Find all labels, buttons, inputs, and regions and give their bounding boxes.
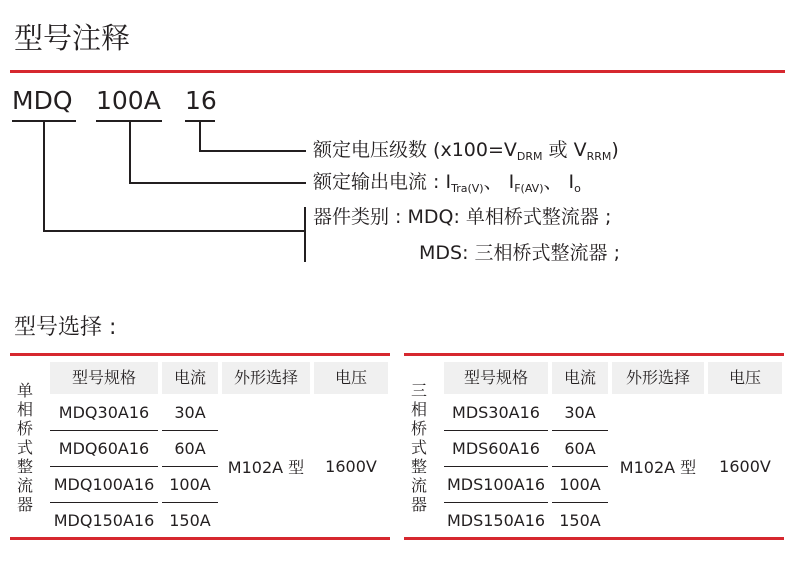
side-label-char: 流 <box>410 476 427 495</box>
row-divider <box>162 466 218 467</box>
header-model: 型号规格 <box>71 368 136 387</box>
row-model: MDS30A16 <box>452 403 540 422</box>
row-current: 100A <box>559 475 601 494</box>
side-label-char: 桥 <box>410 419 427 438</box>
row-current: 60A <box>174 439 206 458</box>
side-label-char: 器 <box>410 495 427 514</box>
title-divider <box>10 70 785 73</box>
side-label-char: 相 <box>16 400 33 419</box>
row-model: MDS150A16 <box>446 511 546 530</box>
row-divider <box>50 502 158 503</box>
row-divider <box>444 430 548 431</box>
row-current: 30A <box>564 403 596 422</box>
row-divider <box>162 502 218 503</box>
voltage-value: 1600V <box>325 456 377 476</box>
row-divider <box>552 430 608 431</box>
side-label-char: 式 <box>16 438 33 457</box>
header-current: 电流 <box>173 368 206 387</box>
side-label-char: 器 <box>16 495 33 514</box>
connector-type-vertical <box>43 121 45 231</box>
connector-current-horizontal <box>129 182 306 184</box>
connector-type-bracket <box>304 207 306 262</box>
table-top-rule <box>10 353 390 356</box>
row-current: 150A <box>169 511 211 530</box>
connector-voltage-vertical <box>199 121 201 151</box>
row-model: MDS60A16 <box>452 439 540 458</box>
page-title: 型号注释 <box>14 21 131 55</box>
side-label-char: 单 <box>16 381 33 400</box>
side-label-char: 式 <box>410 438 427 457</box>
note-current: 额定输出电流 : $I_{Tra(V)}$、 $I_{F(AV)}$、 $I_o$ <box>313 171 581 195</box>
side-label-three-phase <box>408 381 430 514</box>
side-label-char: 相 <box>410 400 427 419</box>
header-model: 型号规格 <box>463 368 528 387</box>
row-current: 60A <box>564 439 596 458</box>
table-bottom-rule <box>404 537 784 540</box>
table-top-rule <box>404 353 784 356</box>
side-label-char: 桥 <box>16 419 33 438</box>
voltage-value: 1600V <box>719 456 771 476</box>
header-package: 外形选择 <box>233 368 298 387</box>
side-label-char: 三 <box>410 381 427 400</box>
row-divider <box>50 430 158 431</box>
row-model: MDS100A16 <box>446 475 546 494</box>
note-category-mdq: 器件类别 : MDQ: 单相桥式整流器 ; <box>313 206 612 228</box>
side-label-single-phase <box>14 381 36 514</box>
connector-current-vertical <box>129 121 131 183</box>
connector-voltage-horizontal <box>199 150 306 152</box>
header-current: 电流 <box>563 368 596 387</box>
row-model: MDQ60A16 <box>58 439 150 458</box>
row-divider <box>162 430 218 431</box>
side-label-char: 整 <box>410 457 427 476</box>
row-divider <box>552 502 608 503</box>
row-model: MDQ100A16 <box>53 475 155 494</box>
row-divider <box>444 502 548 503</box>
row-model: MDQ30A16 <box>58 403 150 422</box>
connector-type-horizontal <box>43 230 306 232</box>
row-divider <box>50 466 158 467</box>
note-voltage: 额定电压级数 ($x100=V_{DRM}$ 或 $V_{RRM}$) <box>313 139 619 163</box>
package-value: M102A 型 <box>619 457 697 477</box>
header-voltage: 电压 <box>728 368 761 387</box>
note-category-mds: MDS: 三相桥式整流器 ; <box>419 242 620 264</box>
row-current: 100A <box>169 475 211 494</box>
row-divider <box>552 466 608 467</box>
row-divider <box>444 466 548 467</box>
side-label-char: 流 <box>16 476 33 495</box>
row-model: MDQ150A16 <box>53 511 155 530</box>
row-current: 150A <box>559 511 601 530</box>
side-label-char: 整 <box>16 457 33 476</box>
package-value: M102A 型 <box>227 457 305 477</box>
selection-title: 型号选择 : <box>14 315 117 340</box>
table-bottom-rule <box>10 537 390 540</box>
table-three-phase <box>404 353 784 541</box>
header-package: 外形选择 <box>625 368 690 387</box>
header-voltage: 电压 <box>334 368 367 387</box>
code-part-current: 100A <box>96 86 161 115</box>
code-part-voltage: 16 <box>185 86 217 115</box>
table-single-phase <box>10 353 390 541</box>
row-current: 30A <box>174 403 206 422</box>
code-part-type: MDQ <box>12 86 73 115</box>
